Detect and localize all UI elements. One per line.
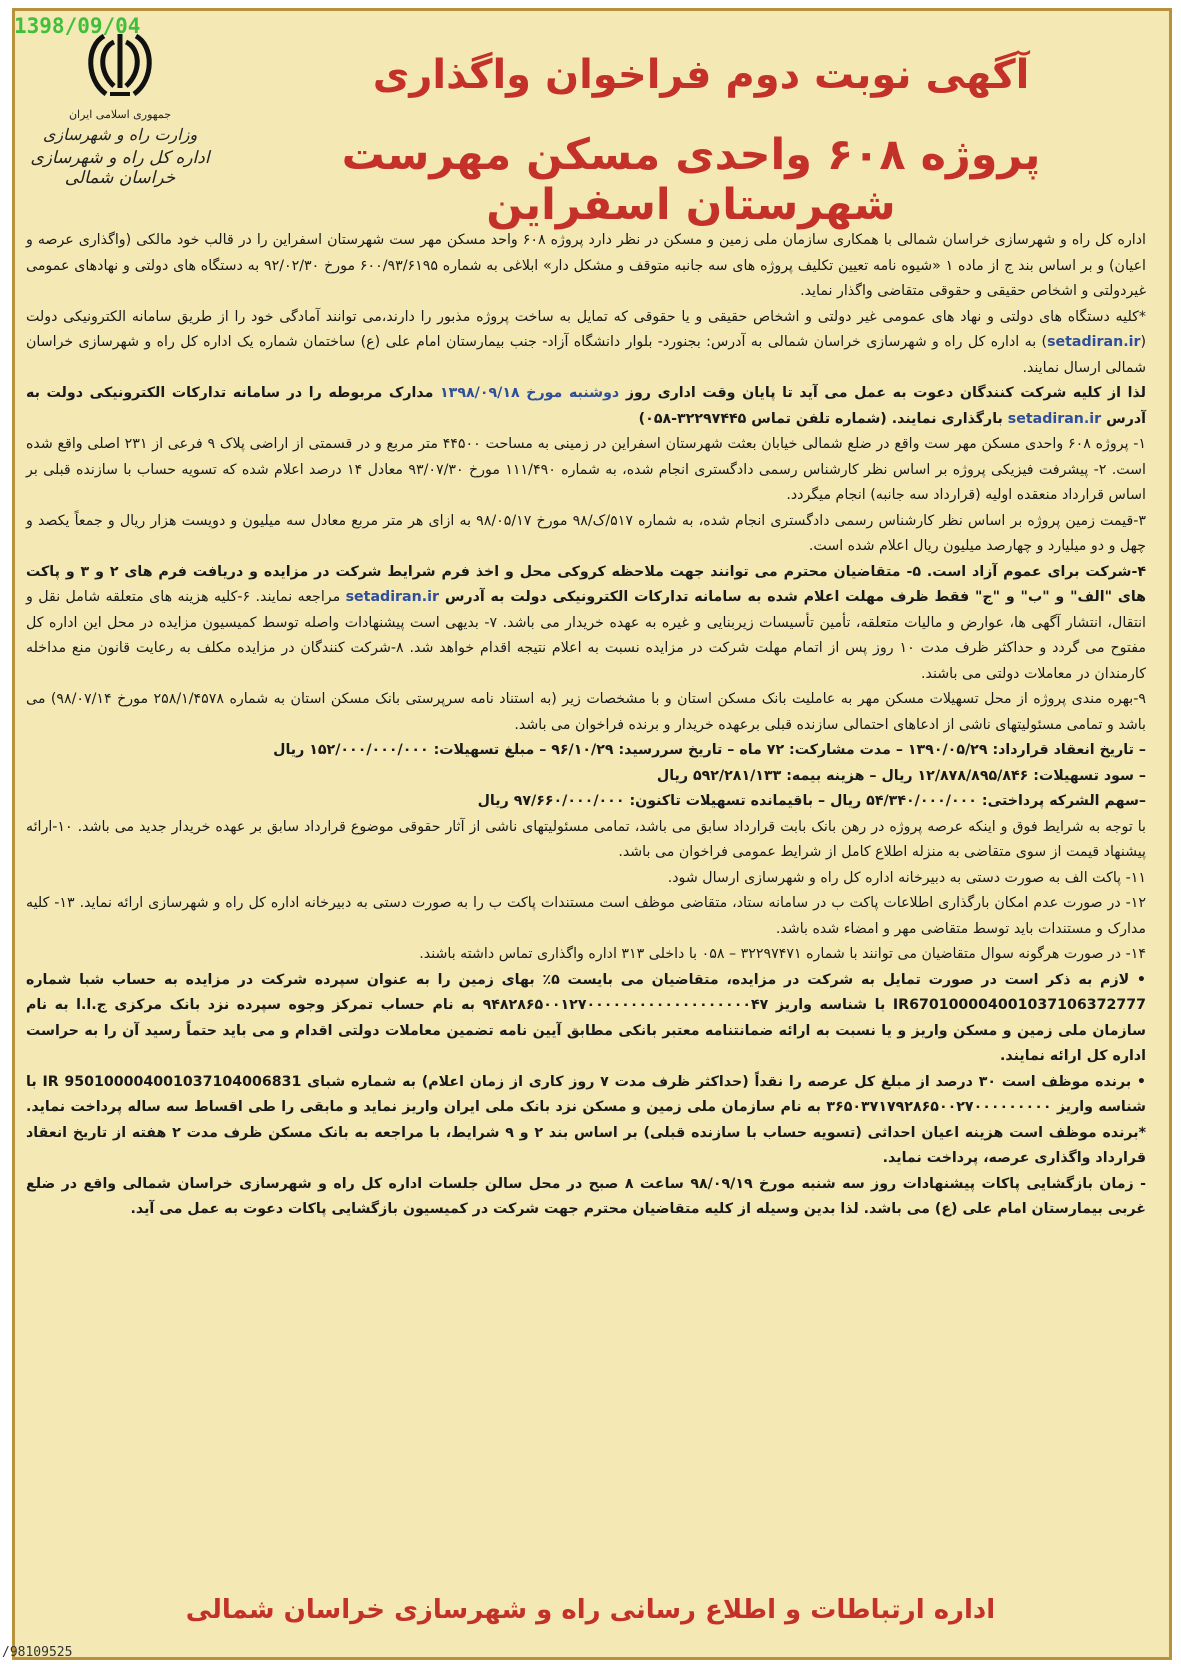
ministry-emblem (30, 28, 210, 188)
footer-department: اداره ارتباطات و اطلاع رسانی راه و شهرسازی خراسان شمالی (185, 1595, 996, 1625)
setad-link[interactable]: setadiran.ir (1047, 334, 1141, 350)
facility-facts-1: – تاریخ انعقاد قرارداد: ۱۳۹۰/۰۵/۲۹ – مدت مشارکت: ۷۲ ماه – تاریخ سررسید: ۹۶/۱۰/۲۹ – مبلغ تسهیلات: ۱۵۲/۰۰۰/۰۰۰/۰۰۰ ریال (273, 742, 1146, 758)
reference-number: /98109525 (2, 1645, 73, 1660)
deadline-text: لذا از کلیه شرکت کنندگان دعوت به عمل می آید تا پایان وقت اداری روز (619, 385, 1146, 401)
facility-facts-3: –سهم الشرکه پرداختی: ۵۴/۳۴۰/۰۰۰/۰۰۰ ریال – باقیمانده تسهیلات تاکنون: ۹۷/۶۶۰/۰۰۰/۰۰۰ ریال (477, 793, 1146, 809)
item-11: ۱۱- پاکت الف به صورت دستی به دبیرخانه اداره کل راه و شهرسازی ارسال شود. (667, 869, 1146, 886)
deadline-date: دوشنبه مورخ ۱۳۹۸/۰۹/۱۸ (440, 385, 620, 401)
item-14: ۱۴- در صورت هرگونه سوال متقاضیان می توانند با شماره ۳۲۲۹۷۴۷۱ – ۰۵۸ با داخلی ۳۱۳ اداره واگذاری تماس داشته باشند. (419, 946, 1146, 962)
deposit-paragraph: • لازم به ذکر است در صورت تمایل به شرکت در مزایده، متقاضیان می بایست ۵٪ بهای زمین را به عنوان سپرده شرکت در مزایده به حساب شبا شماره IR670100004001037106372777 با شناسه واریز ۹۴۸۲۸۶۵۰۰۱۲۷۰۰۰۰۰۰۰۰۰۰۰۰۰۰۰۰۰۰۰۴۷ به نام حساب تمرکز وجوه سپرده نزد بانک مرکزی ج.ا.ا به نام سازمان ملی زمین و مسکن واریز و یا نسبت به ارائه ضمانتنامه معتبر بانکی مطابق آیین نامه تضمین معاملات دولتی اقدام و می باید حتماً رسید آن را به حراست اداره کل ارائه نمایند. (26, 971, 1147, 1064)
page-title: آگهی نوبت دوم فراخوان واگذاری (372, 52, 1030, 98)
intro-paragraph: اداره کل راه و شهرسازی خراسان شمالی با همکاری سازمان ملی زمین و مسکن در نظر دارد پروژه ۶۰۸ واحد مسکن مهر ست شهرستان اسفراین را در قالب خود مالکی (واگذاری عرصه و اعیان) و بر اساس بند ج از ماده ۱ «شیوه نامه تعیین تکلیف پروژه های سه جانبه متوقف و مشکل دار» ابلاغی به شماره ۶۰۰/۹۳/۶۱۹۵ مورخ ۹۲/۰۲/۳۰ به دستگاه های دولتی و نهادهای عمومی غیردولتی و اشخاص حقیقی و حقوقی متقاضی واگذار نماید. (26, 232, 1146, 299)
after-facts-paragraph: با توجه به شرایط فوق و اینکه عرصه پروژه در رهن بانک بابت قرارداد سابق می باشد، تمامی مسئولیتهای ناشی از آثار حقوقی موضوع قرارداد سابق بر عهده خریدار جدید می باشد. ۱۰-ارائه پیشنهاد قیمت از سوی متقاضی به منزله اطلاع کامل از شرایط عمومی فراخوان می باشد. (26, 818, 1146, 860)
eligibility-text: *کلیه دستگاه های دولتی و نهاد های عمومی غیر دولتی و اشخاص حقیقی و یا حقوقی که تمایل به ساخت پروژه مذبور را دارند،می توانند آمادگی خود را از طریق سامانه الکترونیکی دولت ( (26, 308, 1146, 350)
deadline-upload: مدارک مربوطه را در سامانه تدارکات الکترونیکی دولت به آدرس (26, 385, 1146, 427)
item-6-8-text: مراجعه نمایند. ۶-کلیه هزینه های متعلقه شامل نقل و انتقال، انتشار آگهی ها، عوارض و مالیات متعلقه، تأمین تأسیسات زیربنایی و غیره به عهده خریدار می باشد. ۷- بدیهی است پیشنهادات واصله توسط کمیسیون مزایده در محل این اداره کل مفتوح می گردد و حداکثر ظرف مدت ۱۰ روز پس از اتمام مهلت شرکت در مزایده نسبت به اعلام نتیجه اقدام خواهد شد. ۸-شرکت کنندگان در مزایده مکلف به رعایت قانون منع مداخله کارمندان در معاملات دولتی می باشند. (26, 589, 1146, 682)
paragraph-deadline (26, 381, 1146, 432)
facility-facts-2: – سود تسهیلات: ۱۲/۸۷۸/۸۹۵/۸۴۶ ریال – هزینه بیمه: ۵۹۲/۲۸۱/۱۳۳ ریال (656, 767, 1146, 784)
winner-payment-paragraph: • برنده موظف است ۳۰ درصد از مبلغ کل عرصه را نقداً (حداکثر ظرف مدت ۷ روز کاری از زمان اعلام) به شماره شبای IR 950100004001037104006831 با شناسه واریز ۳۶۵۰۳۷۱۷۹۲۸۶۵۰۰۲۷۰۰۰۰۰۰۰۰۰ به نام سازمان ملی زمین و مسکن نزد بانک ملی ایران واریز نماید و مابقی را طی اقساط سه ساله پرداخت نماید. *برنده موظف است هزینه اعیان احداثی (تسویه حساب با سازنده قبلی) بر اساس بند ۲ و ۹ شرایط، با مراجعه به بانک مسکن ظرف مدت ۲ هفته از تاریخ انعقاد قرارداد واگذاری عرصه، پرداخت نماید. (26, 1073, 1146, 1166)
item-12-13: ۱۲- در صورت عدم امکان بارگذاری اطلاعات پاکت ب در سامانه ستاد، متقاضی موظف است مستندات پاکت ب را به صورت دستی به دبیرخانه اداره کل راه و شهرسازی ارائه نماید. ۱۳- کلیه مدارک و مستندات باید توسط متقاضی مهر و امضاء شده باشد. (26, 895, 1147, 937)
item-9: ۹-بهره مندی پروژه از محل تسهیلات مسکن مهر به عاملیت بانک مسکن استان و با مشخصات زیر (به استناد نامه سرپرستی بانک مسکن استان به شماره ۲۵۸/۱/۴۵۷۸ مورخ ۹۸/۰۷/۱۴) می باشد و تمامی مسئولیتهای ناشی از ادعاهای احتمالی سازنده قبلی برعهده خریدار و برنده فراخوان می باشد. (26, 691, 1146, 733)
notice-body (26, 228, 1146, 1223)
date-stamp: 1398/09/04 (14, 14, 141, 38)
page-subtitle: پروژه ۶۰۸ واحدی مسکن مهرست شهرستان اسفراین (341, 130, 1041, 230)
item-3: ۳-قیمت زمین پروژه بر اساس نظر کارشناس رسمی دادگستری انجام شده، به شماره ۵۱۷/ک/۹۸ مورخ ۹۸/۰۵/۱۷ به ازای هر متر مربع معادل سه میلیون و دویست هزار ریال و جمعاً یکصد و چهل و دو میلیارد و چهارصد میلیون ریال اعلام شده است. (26, 512, 1146, 554)
item-4-8 (26, 560, 1146, 688)
setad-link[interactable]: setadiran.ir (345, 589, 439, 605)
paragraph-eligibility (26, 305, 1146, 382)
emblem-ministry: وزارت راه و شهرسازی (42, 125, 198, 144)
setad-link[interactable]: setadiran.ir (1007, 410, 1102, 427)
item-4-text: ۴-شرکت برای عموم آزاد است. ۵- متقاضیان محترم می توانند جهت ملاحظه کروکی محل و اخذ فرم شرایط شرکت در مزایده و دریافت فرم های ۲ و ۳ و پاکت های "الف" و "ب" و "ج" فقط ظرف مهلت اعلام شده به سامانه تدارکات الکترونیکی دولت به آدرس (26, 563, 1147, 605)
opening-session-paragraph: - زمان بازگشایی پاکات پیشنهادات روز سه شنبه مورخ ۹۸/۰۹/۱۹ ساعت ۸ صبح در محل سالن جلسات اداره کل راه و شهرسازی خراسان شمالی واقع در ضلع غربی بیمارستان امام علی (ع) می باشد. لذا بدین وسیله از کلیه متقاضیان محترم جهت شرکت در کمیسیون بازگشایی پاکات دعوت به عمل می آید. (26, 1175, 1146, 1217)
deadline-upload-end: بارگذاری نمایند. (886, 410, 1008, 427)
contact-phone: (شماره تلفن تماس ۳۲۲۹۷۴۴۵-۰۵۸) (638, 410, 887, 427)
iran-emblem-icon (80, 28, 160, 106)
eligibility-address: ) به اداره کل راه و شهرسازی خراسان شمالی به آدرس: بجنورد- بلوار دانشگاه آزاد- جنب بیمارستان امام علی (ع) ساختمان شماره یک اداره کل راه و شهرسازی خراسان شمالی ارسال نمایند. (26, 334, 1146, 376)
item-1-2: ۱- پروژه ۶۰۸ واحدی مسکن مهر ست واقع در ضلع شمالی خیابان بعثت شهرستان اسفراین در زمینی به مساحت ۴۴۵۰۰ متر مربع و در قسمتی از اراضی پلاک ۹ فرعی از ۲۳۱ اصلی واقع شده است. ۲- پیشرفت فیزیکی پروژه بر اساس نظر کارشناس رسمی دادگستری انجام شده، به شماره ۱۱۱/۴۹۰ مورخ ۹۳/۰۷/۳۰ معادل ۱۴ درصد اعلام شده که تسویه حساب با سازنده قبلی بر اساس قرارداد منعقده اولیه (قرارداد سه جانبه) انجام میگردد. (26, 436, 1147, 503)
emblem-department: اداره کل راه و شهرسازی خراسان شمالی (30, 148, 210, 188)
emblem-country: جمهوری اسلامی ایران (68, 108, 172, 121)
